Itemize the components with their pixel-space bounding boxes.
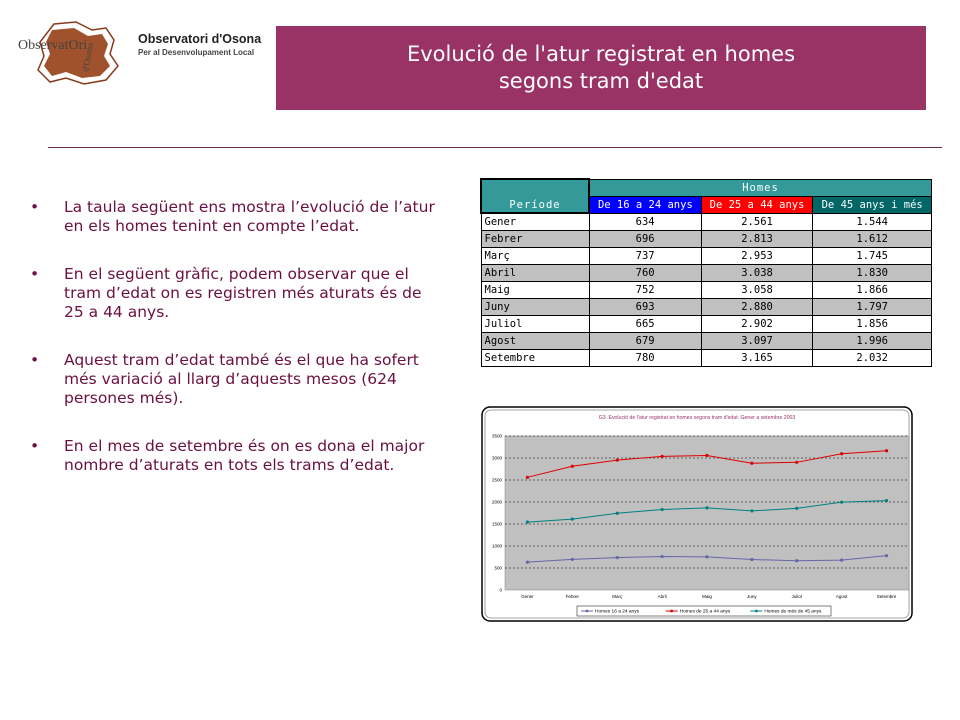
y-tick-label: 2000 <box>491 499 502 505</box>
unemployment-line-chart <box>481 406 913 622</box>
chart-title: G3. Evolució de l'atur registrat en homes segons tram d'edat. Gener a setembre 2003 <box>598 415 796 421</box>
y-tick-label: 1000 <box>491 543 502 549</box>
data-point <box>571 558 574 561</box>
value-cell: 665 <box>589 316 701 333</box>
value-cell: 634 <box>589 213 701 231</box>
logo-mark-text: ObservatOri <box>18 38 88 53</box>
logo-subtitle: Per al Desenvolupament Local <box>138 48 255 57</box>
x-tick-label: Febrer <box>565 594 579 599</box>
x-tick-label: Abril <box>657 594 667 599</box>
value-cell: 2.880 <box>701 299 813 316</box>
value-cell: 1.866 <box>813 282 932 299</box>
y-tick-label: 0 <box>499 587 502 593</box>
value-cell: 2.561 <box>701 213 813 231</box>
value-cell: 1.996 <box>813 333 932 350</box>
bullet-item: • La taula següent ens mostra l’evolució de l’atur en els homes tenint en compte l’edat. <box>30 198 440 236</box>
value-cell: 1.544 <box>813 213 932 231</box>
data-point <box>661 555 664 558</box>
y-tick-label: 3000 <box>491 455 502 461</box>
value-cell: 3.058 <box>701 282 813 299</box>
x-tick-label: Març <box>612 594 623 599</box>
data-point <box>705 555 708 558</box>
data-point <box>571 465 574 468</box>
table-row <box>481 316 932 333</box>
value-cell: 696 <box>589 231 701 248</box>
title-divider <box>48 147 942 148</box>
month-cell: Setembre <box>481 350 589 367</box>
osona-map-logo-icon <box>14 20 124 90</box>
legend-label: Homes de més de 45 anys <box>764 609 822 615</box>
table-row <box>481 333 932 350</box>
data-point <box>526 520 529 523</box>
value-cell: 3.165 <box>701 350 813 367</box>
y-tick-label: 1500 <box>491 521 502 527</box>
data-point <box>705 506 708 509</box>
table-row <box>481 213 932 231</box>
month-cell: Maig <box>481 282 589 299</box>
table-row <box>481 248 932 265</box>
table-row <box>481 350 932 367</box>
value-cell: 2.953 <box>701 248 813 265</box>
month-cell: Juliol <box>481 316 589 333</box>
value-cell: 679 <box>589 333 701 350</box>
data-point <box>661 455 664 458</box>
value-cell: 2.902 <box>701 316 813 333</box>
value-cell: 1.745 <box>813 248 932 265</box>
legend-label: Homes de 25 a 44 anys <box>679 609 731 615</box>
bullet-item: • Aquest tram d’edat també és el que ha sofert més variació al llarg d’aquests mesos (624 persones més). <box>30 351 440 408</box>
legend-label: Homes 16 a 24 anys <box>595 609 639 615</box>
data-point <box>885 499 888 502</box>
value-cell: 737 <box>589 248 701 265</box>
x-tick-label: Juny <box>747 594 757 599</box>
data-point <box>885 449 888 452</box>
data-point <box>795 559 798 562</box>
value-cell: 2.032 <box>813 350 932 367</box>
slide-title <box>276 26 926 110</box>
data-point <box>750 462 753 465</box>
data-point <box>750 558 753 561</box>
month-cell: Gener <box>481 213 589 231</box>
logo-name: Observatori d'Osona <box>138 32 262 46</box>
data-point <box>840 452 843 455</box>
x-tick-label: Gener <box>521 594 534 599</box>
logo-mark-subtext: d'Osona <box>80 41 96 73</box>
unemployment-table <box>480 178 932 367</box>
value-cell: 1.856 <box>813 316 932 333</box>
data-point <box>795 461 798 464</box>
legend-marker <box>586 610 589 613</box>
month-cell: Març <box>481 248 589 265</box>
slide-title-line-2: segons tram d'edat <box>498 69 704 93</box>
x-tick-label: Juliol <box>791 594 802 599</box>
bullet-item: • En el següent gràfic, podem observar que el tram d’edat on es registren més aturats és de 25 a 44 anys. <box>30 265 440 322</box>
bullet-list <box>30 198 440 504</box>
data-point <box>840 501 843 504</box>
table-row <box>481 299 932 316</box>
legend-marker <box>755 610 758 613</box>
data-point <box>526 561 529 564</box>
data-point <box>661 508 664 511</box>
month-cell: Febrer <box>481 231 589 248</box>
plot-area <box>505 436 909 590</box>
data-point <box>705 454 708 457</box>
value-cell: 2.813 <box>701 231 813 248</box>
month-cell: Agost <box>481 333 589 350</box>
data-point <box>885 554 888 557</box>
x-tick-label: Maig <box>702 594 712 599</box>
column-header-45-plus: De 45 anys i més <box>813 196 932 213</box>
value-cell: 752 <box>589 282 701 299</box>
data-point <box>750 509 753 512</box>
value-cell: 1.797 <box>813 299 932 316</box>
data-point <box>526 476 529 479</box>
value-cell: 3.038 <box>701 265 813 282</box>
x-tick-label: Setembre <box>876 594 897 599</box>
data-point <box>840 559 843 562</box>
table-row <box>481 231 932 248</box>
y-tick-label: 2500 <box>491 477 502 483</box>
periode-header: Període <box>481 179 589 213</box>
value-cell: 780 <box>589 350 701 367</box>
observatori-logo <box>14 20 264 90</box>
x-tick-label: Agost <box>835 594 848 599</box>
table-row <box>481 265 932 282</box>
value-cell: 760 <box>589 265 701 282</box>
homes-header: Homes <box>589 179 932 196</box>
table-row <box>481 282 932 299</box>
month-cell: Juny <box>481 299 589 316</box>
y-tick-label: 500 <box>494 565 502 571</box>
data-point <box>571 517 574 520</box>
bullet-item: • En el mes de setembre és on es dona el major nombre d’aturats en tots els trams d’edat. <box>30 437 440 475</box>
legend-marker <box>670 610 673 613</box>
data-point <box>616 556 619 559</box>
data-point <box>795 507 798 510</box>
slide-title-line-1: Evolució de l'atur registrat en homes <box>406 42 796 66</box>
y-tick-label: 3500 <box>491 433 502 439</box>
data-point <box>616 458 619 461</box>
month-cell: Abril <box>481 265 589 282</box>
value-cell: 1.612 <box>813 231 932 248</box>
column-header-16-24: De 16 a 24 anys <box>589 196 701 213</box>
column-header-25-44: De 25 a 44 anys <box>701 196 813 213</box>
value-cell: 3.097 <box>701 333 813 350</box>
value-cell: 1.830 <box>813 265 932 282</box>
value-cell: 693 <box>589 299 701 316</box>
data-point <box>616 512 619 515</box>
